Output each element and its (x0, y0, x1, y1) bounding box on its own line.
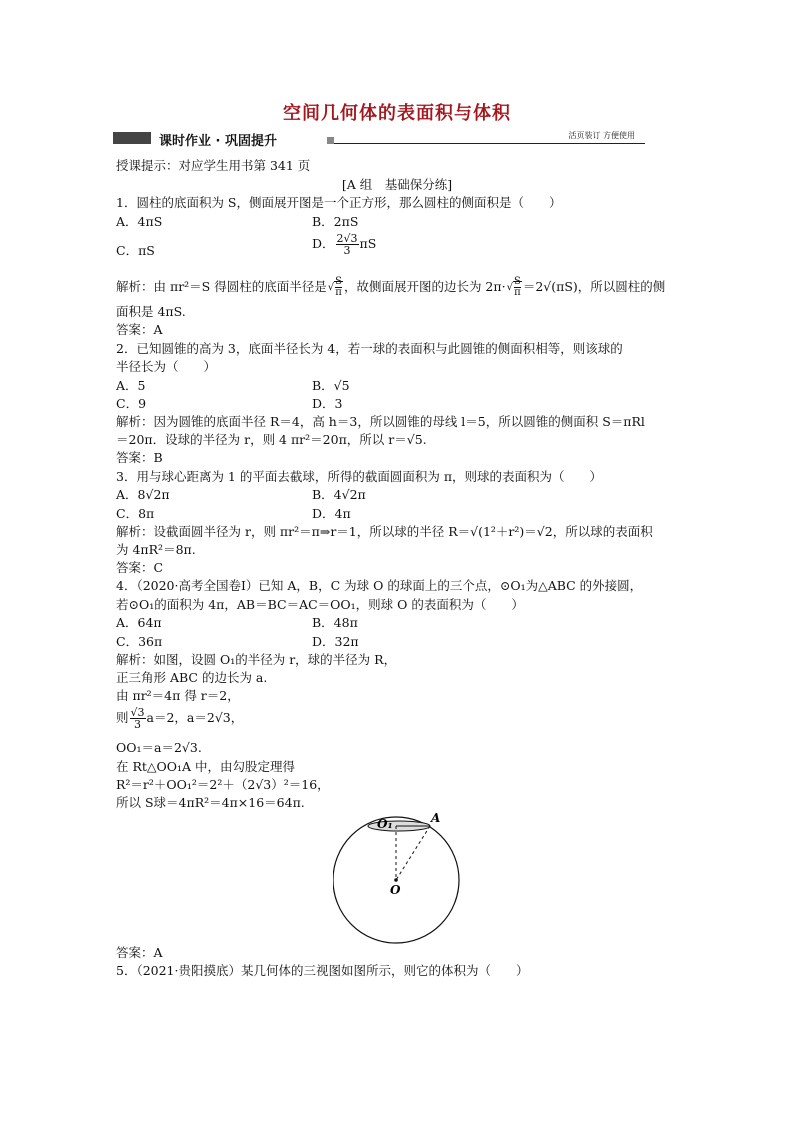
group-heading: [A 组 基础保分练] (341, 177, 453, 192)
q2-stem-line1: 2．已知圆锥的高为 3，底面半径长为 4，若一球的表面积与此圆锥的侧面积相等，则该球的 (116, 341, 623, 356)
q4-option-b: B．48π (312, 615, 358, 630)
q4-solution-line3: 由 πr²＝4π 得 r＝2， (116, 688, 240, 703)
q4-solution-line1: 解析：如图，设圆 O₁的半径为 r，球的半径为 R， (116, 652, 397, 667)
q4-s4-prefix: 则 (116, 710, 129, 725)
label-o: O (390, 883, 401, 897)
q1-option-d-fraction (336, 233, 359, 256)
q4-solution-line8: 所以 S球＝4πR²＝4π×16＝64π. (116, 795, 305, 810)
q4-solution-line7: R²＝r²＋OO₁²＝2²＋（2√3）²＝16， (116, 777, 330, 792)
q4-stem-line1: 4．（2020·高考全国卷Ⅰ）已知 A，B，C 为球 O 的球面上的三个点，⊙O₁为△ABC 的外接圆， (116, 578, 643, 593)
q2-option-b: B．√5 (312, 378, 350, 393)
q1-option-c: C．πS (116, 243, 155, 258)
q4-option-a: A．64π (116, 615, 162, 630)
q2-option-d: D．3 (312, 396, 343, 411)
q3-option-b: B．4√2π (312, 487, 366, 502)
q1-sol-part2: ，故侧面展开图的边长为 2π· (343, 279, 506, 294)
q2-solution-line2: ＝20π．设球的半径为 r，则 4 πr²＝20π，所以 r＝√5. (116, 432, 427, 447)
q2-answer: 答案：B (116, 450, 163, 465)
q4-option-c: C．36π (116, 634, 163, 649)
q4-solution-line6: 在 Rt△OO₁A 中，由勾股定理得 (116, 759, 296, 774)
q2-option-c: C．9 (116, 396, 147, 411)
q3-solution-line1: 解析：设截面圆半径为 r，则 πr²＝π⇒r＝1，所以球的半径 R＝√(1²＋r²)＝√2，所以球的表面积 (116, 524, 653, 539)
banner-bar (113, 132, 151, 144)
sphere-diagram (333, 808, 463, 944)
q4-solution-line4 (116, 707, 243, 730)
q2-stem-line2: 半径长为（ ） (116, 359, 217, 374)
banner-label: 课时作业 · 巩固提升 (159, 134, 277, 149)
q4-solution-line5: OO₁＝a＝2√3. (116, 740, 202, 755)
section-banner (113, 130, 645, 149)
segment-o-a (396, 826, 430, 880)
q4-solution-line2: 正三角形 ABC 的边长为 a. (116, 670, 268, 685)
q2-option-a: A．5 (116, 378, 146, 393)
q4-s4-suffix: a＝2，a＝2√3， (146, 710, 244, 725)
q1-sol-part1: 解析：由 πr²＝S 得圆柱的底面半径是 (116, 279, 327, 294)
q1-option-d-suffix: πS (359, 236, 377, 251)
banner-square-icon (327, 137, 334, 144)
q3-solution-line2: 为 4πR²＝8π. (116, 542, 196, 557)
label-o1: O₁ (377, 817, 393, 831)
q1-answer: 答案：A (116, 322, 163, 337)
q2-solution-line1: 解析：因为圆锥的底面半径 R＝4，高 h＝3，所以圆锥的母线 l＝5，所以圆锥的侧面积 S＝πRl (116, 414, 645, 429)
q3-stem: 3．用与球心距离为 1 的平面去截球，所得的截面圆面积为 π，则球的表面积为（ ） (116, 469, 603, 484)
center-point (394, 878, 398, 882)
banner-rule (334, 143, 645, 144)
label-a: A (431, 811, 441, 825)
q3-option-a: A．8√2π (116, 487, 170, 502)
q1-stem: 1．圆柱的底面积为 S，侧面展开图是一个正方形，那么圆柱的侧面积是（ ） (116, 195, 562, 210)
q5-stem: 5．（2021·贵阳摸底）某几何体的三视图如图所示，则它的体积为（ ） (116, 963, 529, 978)
q1-option-d-den: 3 (343, 244, 351, 257)
q3-option-d: D．4π (312, 506, 351, 521)
q4-option-d: D．32π (312, 634, 359, 649)
q1-option-d (312, 233, 376, 256)
q1-sol-part3: ＝2√(πS)，所以圆柱的侧 (522, 279, 666, 294)
q4-s4-num: √3 (130, 706, 145, 719)
q1-sqrt-s-over-pi-2: √ $\frac{S}{\pi}$ (506, 276, 521, 298)
q1-solution-line2: 面积是 4πS. (116, 304, 186, 319)
q4-stem-line2: 若⊙O₁的面积为 4π，AB＝BC＝AC＝OO₁，则球 O 的表面积为（ ） (116, 597, 524, 612)
q4-answer: 答案：A (116, 945, 163, 960)
teaching-hint: 授课提示：对应学生用书第 341 页 (116, 158, 311, 173)
q3-option-c: C．8π (116, 506, 155, 521)
banner-note: 活页装订 方便使用 (568, 131, 635, 140)
q1-sqrt-s-over-pi: √ $\frac{S}{\pi}$ (327, 276, 342, 298)
q1-option-d-prefix: D． (312, 236, 335, 251)
page-title: 空间几何体的表面积与体积 (283, 103, 511, 124)
q3-answer: 答案：C (116, 560, 164, 575)
q1-option-a: A．4πS (116, 214, 163, 229)
q4-s4-den: 3 (134, 718, 142, 731)
q1-solution-line1 (116, 277, 665, 298)
q1-option-b: B．2πS (312, 214, 359, 229)
q4-s4-fraction (130, 707, 146, 730)
q1-option-d-num: 2√3 (336, 232, 358, 245)
sphere-figure (333, 808, 463, 948)
